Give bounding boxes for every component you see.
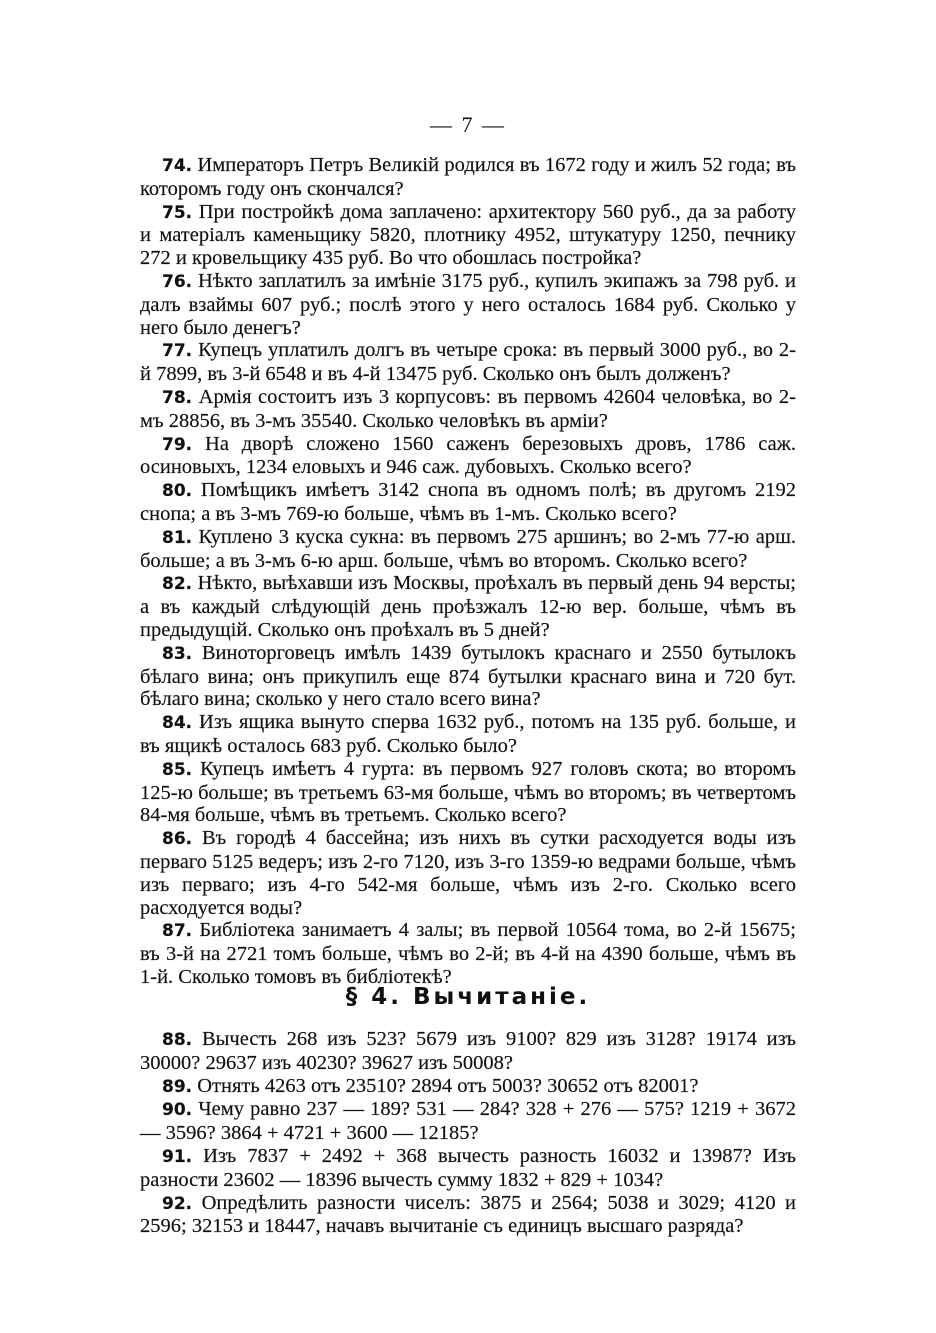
problem-number: 87. xyxy=(162,921,193,942)
problem-91 xyxy=(140,1145,796,1192)
problem-text: Опредѣлить разности чиселъ: 3875 и 2564; 5038 и 3029; 4120 и 2596; 32153 и 18447, начавъ вычитаніе съ единицъ высшаго разряда? xyxy=(140,1191,797,1238)
problem-number: 88. xyxy=(162,1030,193,1050)
problem-87 xyxy=(140,919,796,988)
problem-text: Вычесть 268 изъ 523? 5679 изъ 9100? 829 изъ 3128? 19174 изъ 30000? 29637 изъ 40230? 39627 изъ 50008? xyxy=(140,1028,796,1074)
problem-text: Въ городѣ 4 бассейна; изъ нихъ въ сутки расходуется воды изъ перваго 5125 ведеръ; изъ 2-го 7120, изъ 3-го 1359-ю ведрами больше, чѣмъ изъ перваго; изъ 4-го 542-мя больше, чѣмъ изъ 2-го. Сколько всего расходуется воды? xyxy=(140,827,797,919)
problem-text: Отнять 4263 отъ 23510? 2894 отъ 5003? 30652 отъ 82001? xyxy=(197,1074,699,1097)
problem-number: 77. xyxy=(162,341,193,362)
problem-80 xyxy=(140,479,796,526)
problem-number: 89. xyxy=(162,1076,193,1097)
problem-text: Нѣкто заплатилъ за имѣніе 3175 руб., купилъ экипажъ за 798 руб. и далъ взаймы 607 руб.; послѣ этого у него осталось 1684 руб. Сколько у него было денегъ? xyxy=(140,269,796,339)
problem-88 xyxy=(140,1028,796,1075)
problem-90 xyxy=(140,1098,796,1145)
problem-number: 86. xyxy=(162,829,193,850)
problem-82 xyxy=(140,572,796,641)
problem-number: 78. xyxy=(162,387,193,408)
problem-83 xyxy=(140,642,796,711)
problem-75 xyxy=(140,201,796,270)
problem-text: При постройкѣ дома заплачено: архитектору 560 руб., да за работу и матеріалъ каменьщику 5820, плотнику 4952, штукатуру 1250, печнику 272 и кровельщику 435 руб. Во что обошлась постройка? xyxy=(140,200,797,270)
page-number: — 7 — xyxy=(430,112,506,137)
problems-addition xyxy=(140,154,796,989)
problem-text: Чему равно 237 — 189? 531 — 284? 328 + 276 — 575? 1219 + 3672 — 3596? 3864 + 4721 + 3600 — 12185? xyxy=(140,1098,796,1145)
problem-number: 85. xyxy=(162,759,193,780)
problem-number: 84. xyxy=(162,713,193,734)
section-heading: § 4. Вычитаніе. xyxy=(345,984,591,1010)
problem-number: 91. xyxy=(162,1146,193,1167)
problem-text: Виноторговецъ имѣлъ 1439 бутылокъ краснаго и 2550 бутылокъ бѣлаго вина; онъ прикупилъ еще 874 бутылки краснаго вина и 720 бут. бѣлаго вина; сколько у него стало всего вина? xyxy=(140,641,796,711)
problem-text: Библіотека занимаетъ 4 залы; въ первой 10564 тома, во 2-й 15675; въ 3-й на 2721 томъ больше, чѣмъ во 2-й; въ 4-й на 4390 больше, чѣмъ въ 1-й. Сколько томовъ въ библіотекѣ? xyxy=(140,919,797,988)
problem-text: Куплено 3 куска сукна: въ первомъ 275 аршинъ; во 2-мъ 77-ю арш. больше; а въ 3-мъ 6-ю арш. больше, чѣмъ во второмъ. Сколько всего? xyxy=(140,525,796,572)
problem-text: Императоръ Петръ Великій родился въ 1672 году и жилъ 52 года; въ которомъ году онъ скончался? xyxy=(140,154,797,200)
problem-74 xyxy=(140,154,796,201)
problem-84 xyxy=(140,711,796,758)
problems-subtraction xyxy=(140,1028,796,1238)
problem-78 xyxy=(140,386,796,433)
problem-81 xyxy=(140,526,796,573)
problem-79 xyxy=(140,433,796,480)
problem-text: Изъ 7837 + 2492 + 368 вычесть разность 16032 и 13987? Изъ разности 23602 — 18396 вычесть сумму 1832 + 829 + 1034? xyxy=(140,1144,796,1191)
problem-number: 75. xyxy=(162,202,193,223)
problem-number: 92. xyxy=(162,1193,193,1214)
problem-text: Нѣкто, выѣхавши изъ Москвы, проѣхалъ въ первый день 94 версты; а въ каждый слѣдующій день проѣзжалъ 12-ю вер. больше, чѣмъ въ предыдущій. Сколько онъ проѣхалъ въ 5 дней? xyxy=(140,572,796,641)
problem-text: Изъ ящика вынуто сперва 1632 руб., потомъ на 135 руб. больше, и въ ящикѣ осталось 683 руб. Сколько было? xyxy=(140,711,797,757)
problem-number: 76. xyxy=(162,271,193,292)
problem-92 xyxy=(140,1192,796,1239)
problem-85 xyxy=(140,758,796,827)
problem-77 xyxy=(140,339,796,386)
problem-89 xyxy=(140,1075,796,1099)
problem-number: 79. xyxy=(162,434,193,455)
problem-number: 74. xyxy=(162,156,193,176)
problem-number: 83. xyxy=(162,643,193,664)
problem-text: Купецъ уплатилъ долгъ въ четыре срока: въ первый 3000 руб., во 2-й 7899, въ 3-й 6548 и въ 4-й 13475 руб. Сколько онъ былъ долженъ? xyxy=(140,339,797,386)
problem-text: Помѣщикъ имѣетъ 3142 снопа въ одномъ полѣ; въ другомъ 2192 снопа; а въ 3-мъ 769-ю больше, чѣмъ въ 1-мъ. Сколько всего? xyxy=(140,479,797,525)
problem-number: 90. xyxy=(162,1100,193,1121)
problem-86 xyxy=(140,827,796,919)
problem-text: Купецъ имѣетъ 4 гурта: въ первомъ 927 головъ скота; во второмъ 125-ю больше; въ третьемъ 63-мя больше, чѣмъ во второмъ; въ четвертомъ 84-мя больше, чѣмъ въ третьемъ. Сколько всего? xyxy=(140,757,797,827)
problem-number: 82. xyxy=(162,574,193,595)
problem-76 xyxy=(140,270,796,339)
problem-text: Армія состоитъ изъ 3 корпусовъ: въ первомъ 42604 человѣка, во 2-мъ 28856, въ 3-мъ 35540. Сколько человѣкъ въ арміи? xyxy=(140,385,796,432)
problem-number: 81. xyxy=(162,527,193,548)
problem-text: На дворѣ сложено 1560 саженъ березовыхъ дровъ, 1786 саж. осиновыхъ, 1234 еловыхъ и 946 саж. дубовыхъ. Сколько всего? xyxy=(140,432,797,479)
problem-number: 80. xyxy=(162,481,193,502)
